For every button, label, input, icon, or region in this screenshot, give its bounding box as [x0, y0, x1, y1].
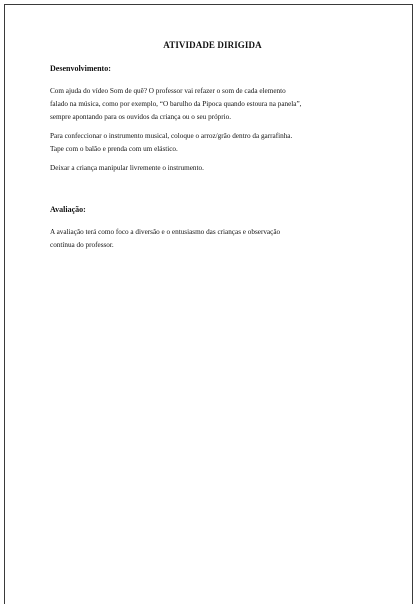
paragraph-line: sempre apontando para os ouvidos da criança ou o seu próprio.	[50, 113, 232, 121]
section-spacer	[50, 181, 375, 205]
paragraph-line: A avaliação terá como foco a diversão e o entusiasmo das crianças e observação	[50, 228, 281, 236]
section-heading-avaliacao: Avaliação:	[50, 205, 86, 214]
document-title: ATIVIDADE DIRIGIDA	[163, 40, 262, 50]
paragraph	[50, 226, 375, 252]
paragraph-line: contínua do professor.	[50, 241, 114, 249]
paragraph	[50, 130, 375, 156]
section-avaliacao	[50, 205, 375, 252]
section-desenvolvimento	[50, 64, 375, 175]
paragraph-line: Para confeccionar o instrumento musical, coloque o arroz/grão dentro da garrafinha.	[50, 132, 293, 140]
paragraph-line: falado na música, como por exemplo, “O barulho da Pipoca quando estoura na panela”,	[50, 100, 302, 108]
paragraph-line: Deixar a criança manipular livremente o instrumento.	[50, 164, 204, 172]
paragraph-line: Tape com o balão e prenda com um elástico.	[50, 145, 178, 153]
document-page	[4, 4, 413, 604]
paragraph-line: Com ajuda do vídeo Som de quê? O professor vai refazer o som de cada elemento	[50, 87, 286, 95]
document-content	[50, 40, 375, 258]
paragraph	[50, 85, 375, 124]
paragraph	[50, 162, 375, 175]
section-heading-desenvolvimento: Desenvolvimento:	[50, 64, 111, 73]
